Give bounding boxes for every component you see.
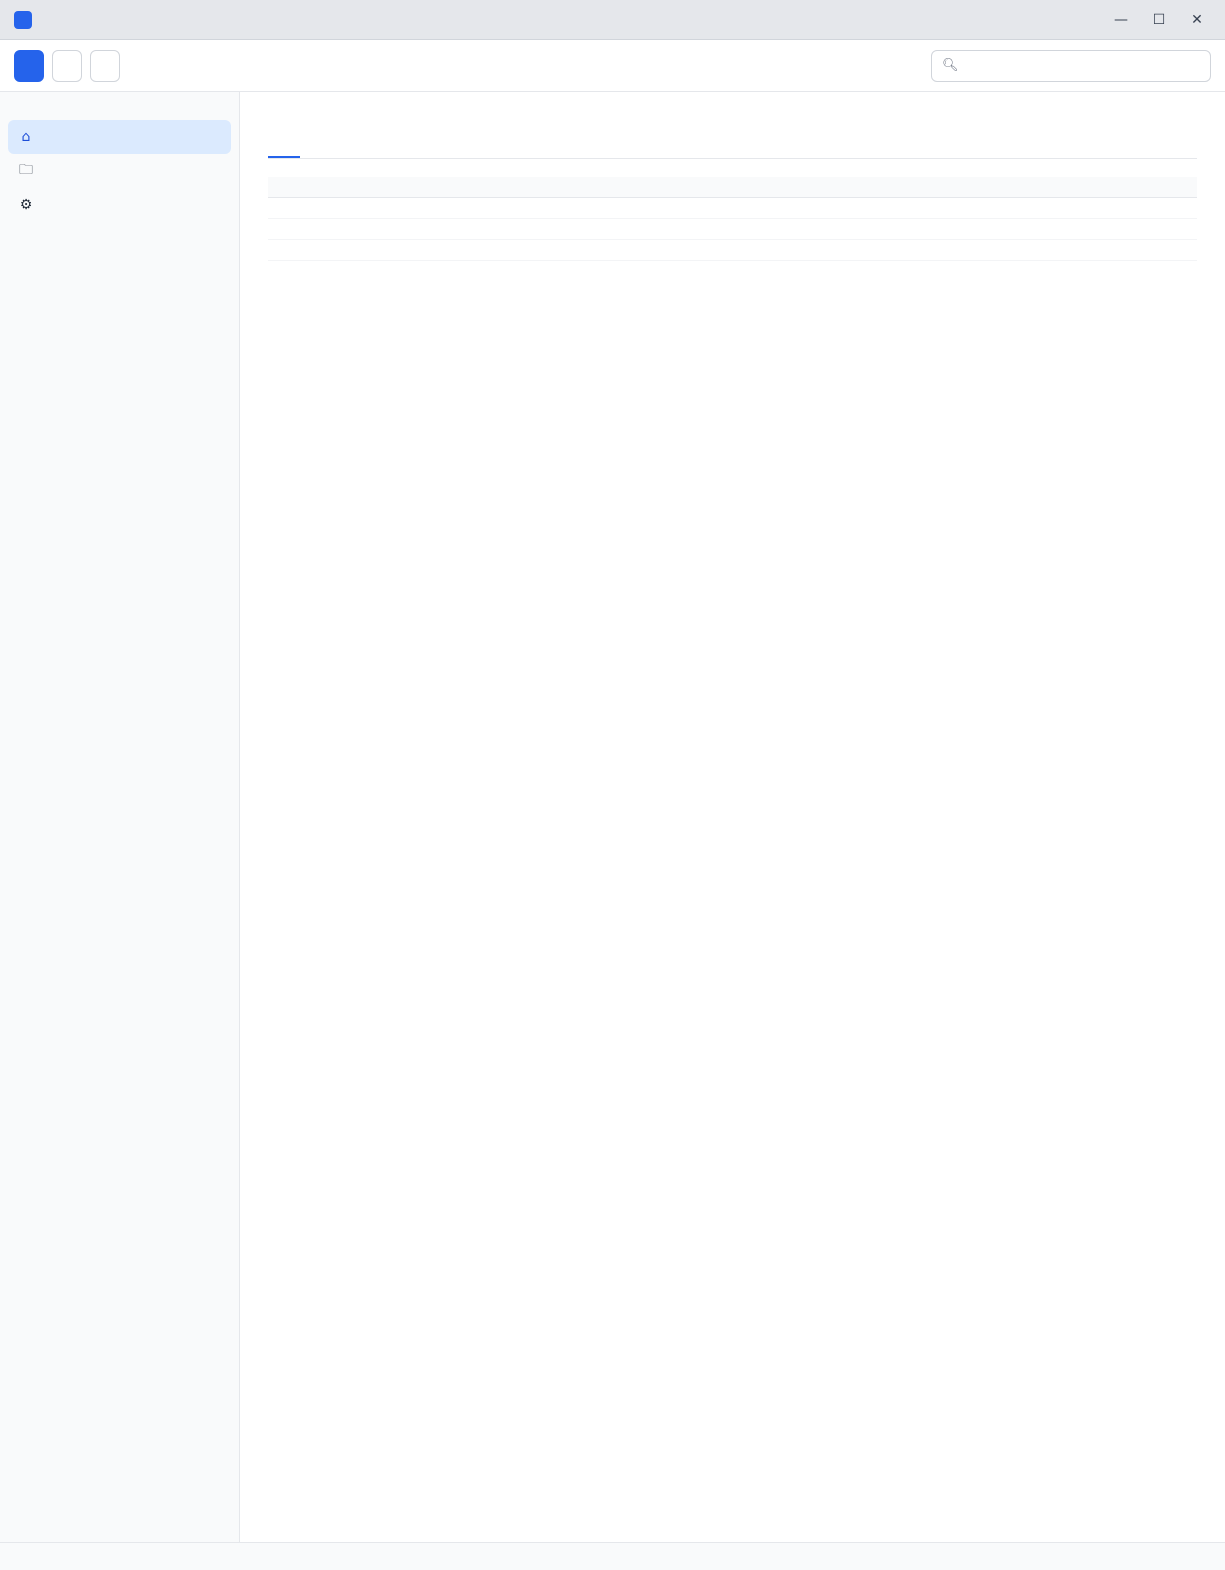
title-bar[interactable] — [0, 0, 1225, 40]
search-input[interactable] — [965, 58, 1200, 73]
gear-icon: ⚙ — [19, 197, 33, 213]
column-header[interactable] — [268, 177, 578, 198]
table-row[interactable] — [268, 240, 1197, 261]
table-row[interactable] — [268, 198, 1197, 219]
sidebar — [0, 92, 240, 1542]
table-cell — [578, 198, 888, 219]
tab-bar — [268, 136, 1197, 159]
table-row[interactable] — [268, 219, 1197, 240]
toolbar-button-secondary[interactable] — [52, 50, 82, 82]
maximize-button[interactable]: ☐ — [1145, 6, 1173, 34]
search-icon: 🔍︎ — [942, 58, 959, 73]
toolbar — [0, 40, 1225, 92]
home-icon: ⌂ — [21, 129, 31, 145]
toolbar-button-tertiary[interactable] — [90, 50, 120, 82]
table-cell — [887, 198, 1197, 219]
tab-1[interactable] — [268, 136, 300, 158]
sidebar-item-1[interactable] — [8, 120, 231, 154]
table-cell — [887, 240, 1197, 261]
sidebar-heading — [8, 104, 231, 120]
app-icon — [14, 11, 32, 29]
column-header[interactable] — [887, 177, 1197, 198]
table-cell — [268, 219, 578, 240]
close-button[interactable]: ✕ — [1183, 6, 1211, 34]
table-cell — [578, 219, 888, 240]
table-cell — [268, 198, 578, 219]
folder-icon: 🗀︎ — [19, 162, 33, 178]
table-cell — [578, 240, 888, 261]
tab-3[interactable] — [340, 136, 372, 158]
table-cell — [268, 240, 578, 261]
main-content — [240, 92, 1225, 1542]
sidebar-item-2[interactable] — [8, 154, 231, 188]
tab-2[interactable] — [304, 136, 336, 158]
table-cell — [887, 219, 1197, 240]
table-header-row — [268, 177, 1197, 198]
window-body — [0, 92, 1225, 1542]
sidebar-item-3[interactable] — [8, 188, 231, 222]
column-header[interactable] — [578, 177, 888, 198]
minimize-button[interactable]: — — [1107, 6, 1135, 34]
toolbar-button-primary[interactable] — [14, 50, 44, 82]
status-bar — [0, 1542, 1225, 1570]
search-box[interactable] — [931, 50, 1211, 82]
data-table — [268, 177, 1197, 261]
